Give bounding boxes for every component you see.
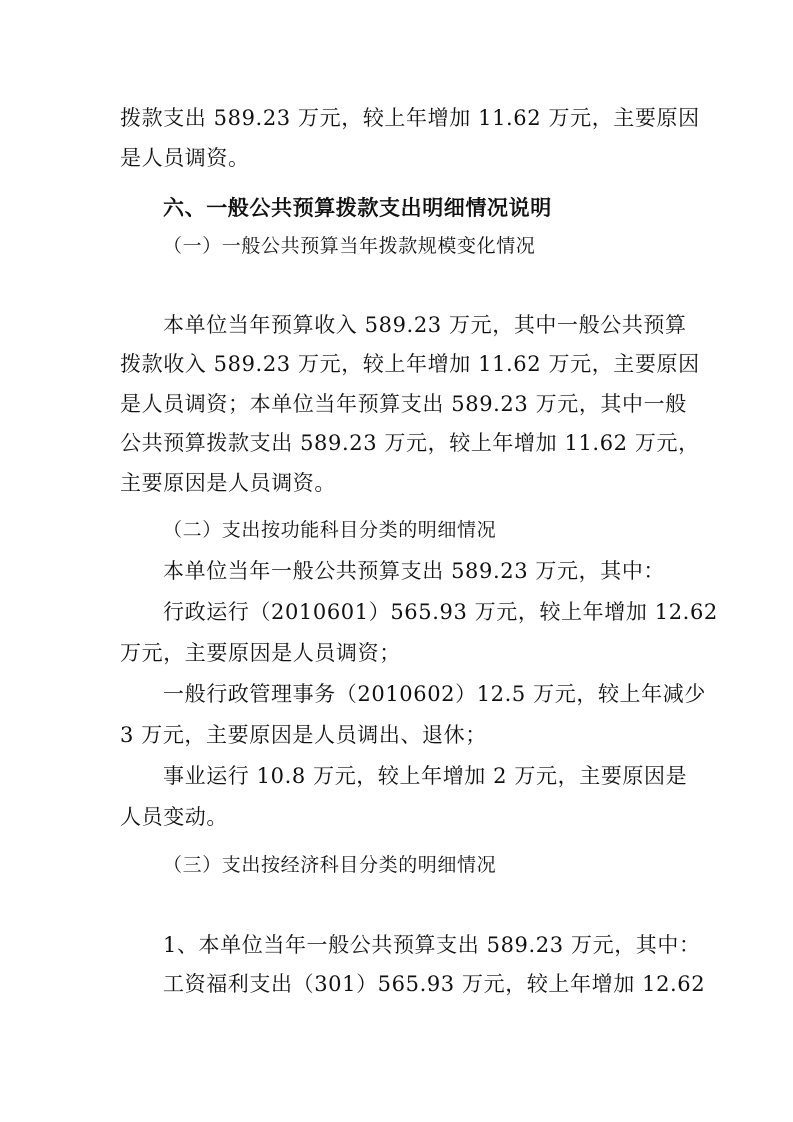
paragraph-line: 工资福利支出（301）565.93 万元，较上年增加 12.62 — [163, 972, 706, 996]
subsection-heading: （二）支出按功能科目分类的明细情况 — [163, 519, 497, 541]
paragraph-line: 事业运行 10.8 万元，较上年增加 2 万元，主要原因是 — [163, 764, 688, 788]
paragraph-line: 主要原因是人员调资。 — [120, 471, 336, 495]
paragraph-line: 是人员调资；本单位当年预算支出 589.23 万元，其中一般 — [120, 392, 687, 416]
paragraph-line: 行政运行（2010601）565.93 万元，较上年增加 12.62 — [163, 600, 718, 624]
paragraph-line: 万元，主要原因是人员调资； — [120, 641, 401, 665]
paragraph-line: 是人员调资。 — [120, 146, 250, 170]
paragraph-line: 本单位当年预算收入 589.23 万元，其中一般公共预算 — [163, 313, 687, 337]
paragraph-line: 一般行政管理事务（2010602）12.5 万元，较上年减少 — [163, 682, 706, 706]
paragraph-line: 拨款收入 589.23 万元，较上年增加 11.62 万元，主要原因 — [120, 352, 700, 376]
paragraph-line: 拨款支出 589.23 万元，较上年增加 11.62 万元，主要原因 — [120, 106, 700, 130]
section-heading: 六、一般公共预算拨款支出明细情况说明 — [163, 196, 552, 220]
subsection-heading: （三）支出按经济科目分类的明细情况 — [163, 854, 497, 876]
paragraph-line: 1、本单位当年一般公共预算支出 589.23 万元，其中： — [163, 933, 701, 957]
subsection-heading: （一）一般公共预算当年拨款规模变化情况 — [163, 235, 536, 257]
paragraph-line: 人员变动。 — [120, 805, 228, 829]
paragraph-line: 3 万元，主要原因是人员调出、退休； — [120, 723, 487, 747]
paragraph-line: 公共预算拨款支出 589.23 万元，较上年增加 11.62 万元， — [120, 431, 700, 455]
paragraph-line: 本单位当年一般公共预算支出 589.23 万元，其中： — [163, 559, 666, 583]
